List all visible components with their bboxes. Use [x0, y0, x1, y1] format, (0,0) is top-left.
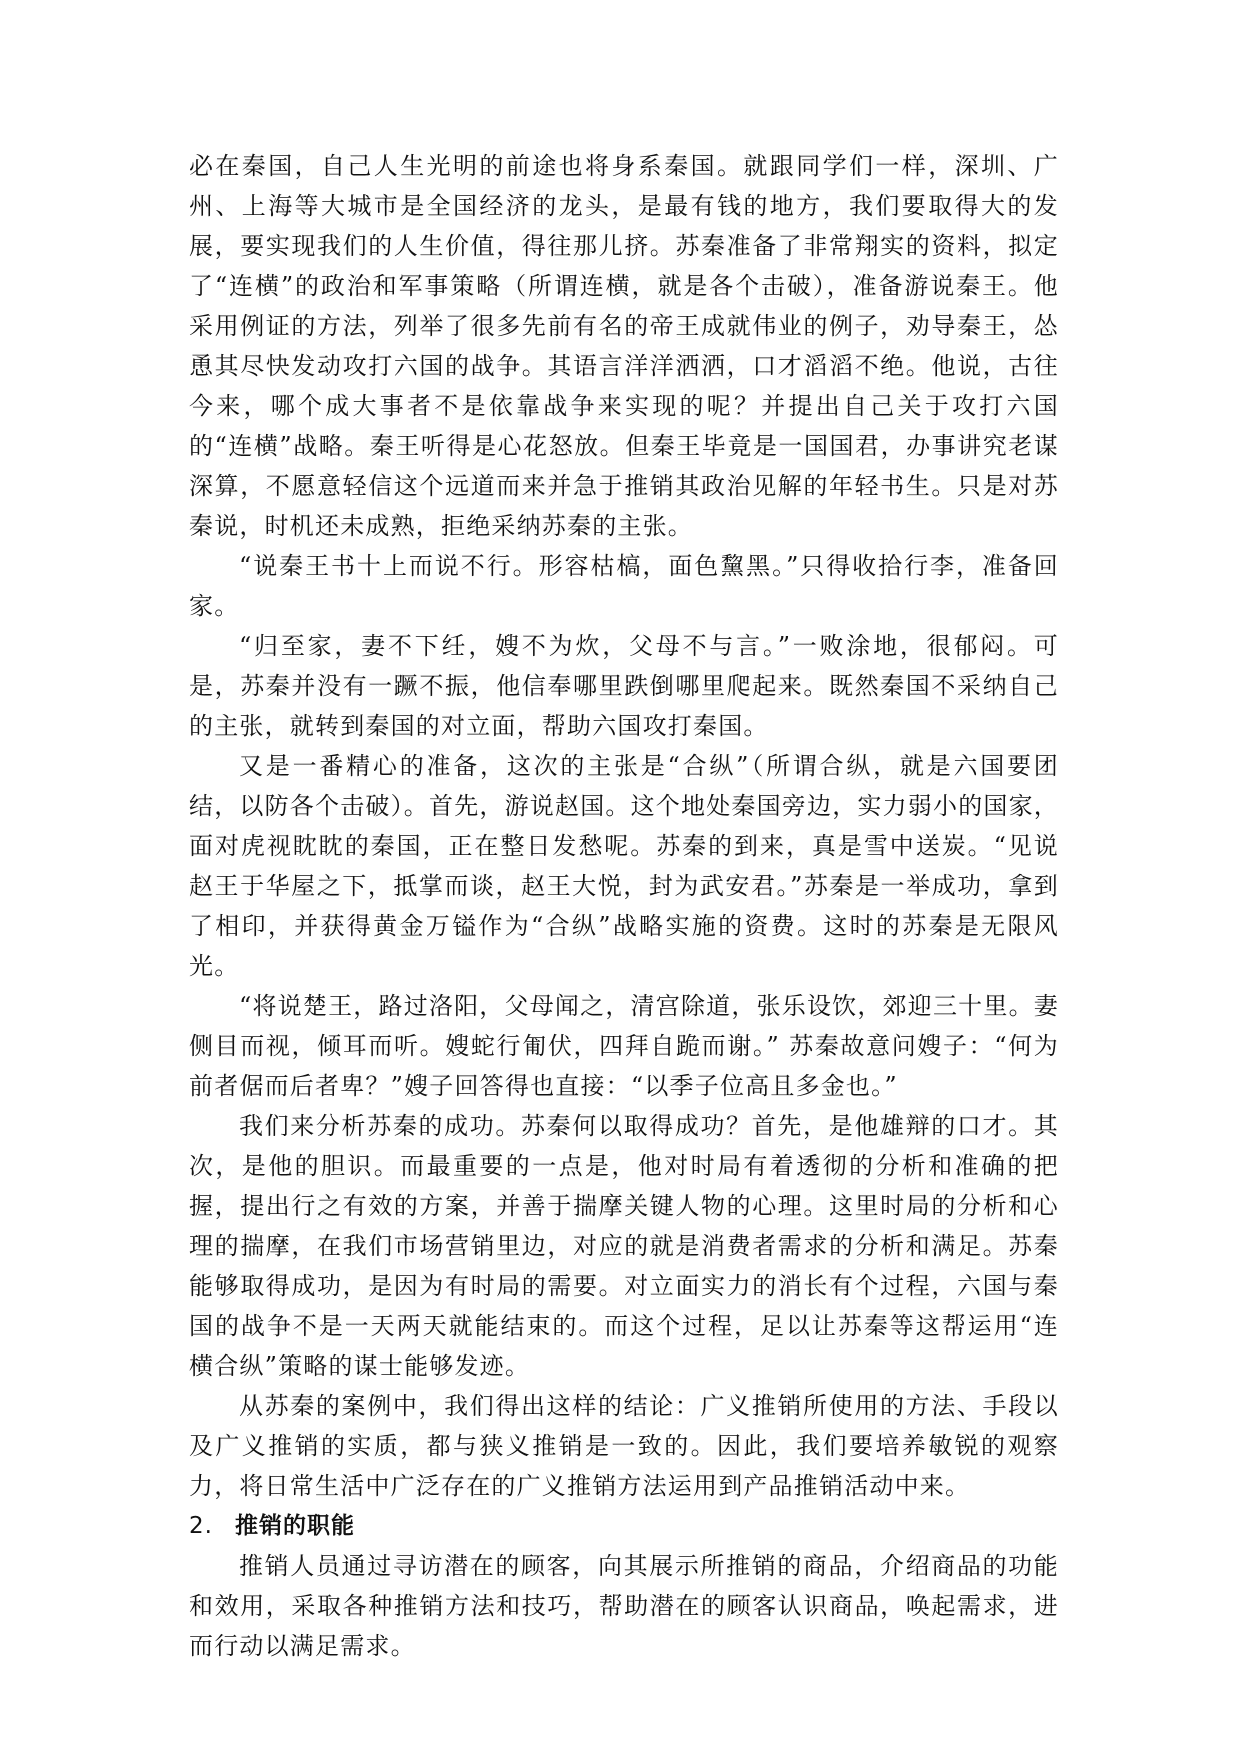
paragraph-6: 我们来分析苏秦的成功。苏秦何以取得成功？首先，是他雄辩的口才。其次，是他的胆识。而最重要的一点是，他对时局有着透彻的分析和准确的把握，提出行之有效的方案，并善于揣摩关键人物的心理。这里时局的分析和心理的揣摩，在我们市场营销里边，对应的就是消费者需求的分析和满足。苏秦能够取得成功，是因为有时局的需要。对立面实力的消长有个过程，六国与秦国的战争不是一天两天就能结束的。而这个过程，足以让苏秦等这帮运用“连横合纵”策略的谋士能够发迹。 — [189, 1112, 1059, 1380]
paragraph-3: “归至家，妻不下纴，嫂不为炊，父母不与言。”一败涂地，很郁闷。可是，苏秦并没有一蹶不振，他信奉哪里跌倒哪里爬起来。既然秦国不采纳自己的主张，就转到秦国的对立面，帮助六国攻打秦国。 — [189, 632, 1059, 740]
paragraph-7: 从苏秦的案例中，我们得出这样的结论：广义推销所使用的方法、手段以及广义推销的实质，都与狭义推销是一致的。因此，我们要培养敏锐的观察力，将日常生活中广泛存在的广义推销方法运用到产品推销活动中来。 — [189, 1392, 1059, 1500]
section-heading — [189, 1506, 1059, 1546]
paragraph-1: 必在秦国，自己人生光明的前途也将身系秦国。就跟同学们一样，深圳、广州、上海等大城市是全国经济的龙头，是最有钱的地方，我们要取得大的发展，要实现我们的人生价值，得往那儿挤。苏秦准备了非常翔实的资料，拟定了“连横”的政治和军事策略（所谓连横，就是各个击破），准备游说秦王。他采用例证的方法，列举了很多先前有名的帝王成就伟业的例子，劝导秦王，怂恿其尽快发动攻打六国的战争。其语言洋洋洒洒，口才滔滔不绝。他说，古往今来，哪个成大事者不是依靠战争来实现的呢？并提出自己关于攻打六国的“连横”战略。秦王听得是心花怒放。但秦王毕竟是一国国君，办事讲究老谋深算，不愿意轻信这个远道而来并急于推销其政治见解的年轻书生。只是对苏秦说，时机还未成熟，拒绝采纳苏秦的主张。 — [189, 152, 1059, 540]
paragraph-5: “将说楚王，路过洛阳，父母闻之，清宫除道，张乐设饮，郊迎三十里。妻侧目而视，倾耳而听。嫂蛇行匍伏，四拜自跪而谢。” 苏秦故意问嫂子：“何为前者倨而后者卑？”嫂子回答得也直接：“以季子位高且多金也。” — [189, 992, 1059, 1100]
paragraph-2: “说秦王书十上而说不行。形容枯槁，面色黧黑。”只得收拾行李，准备回家。 — [189, 552, 1059, 620]
section-title: 推销的职能 — [235, 1513, 355, 1539]
section-number: 2. — [189, 1513, 213, 1539]
paragraph-4: 又是一番精心的准备，这次的主张是“合纵”（所谓合纵，就是六国要团结，以防各个击破）。首先，游说赵国。这个地处秦国旁边，实力弱小的国家，面对虎视眈眈的秦国，正在整日发愁呢。苏秦的到来，真是雪中送炭。“见说赵王于华屋之下，抵掌而谈，赵王大悦，封为武安君。”苏秦是一举成功，拿到了相印，并获得黄金万镒作为“合纵”战略实施的资费。这时的苏秦是无限风光。 — [189, 752, 1059, 980]
section-paragraph-1: 推销人员通过寻访潜在的顾客，向其展示所推销的商品，介绍商品的功能和效用，采取各种推销方法和技巧，帮助潜在的顾客认识商品，唤起需求，进而行动以满足需求。 — [189, 1552, 1059, 1660]
document-page — [189, 146, 1059, 1666]
